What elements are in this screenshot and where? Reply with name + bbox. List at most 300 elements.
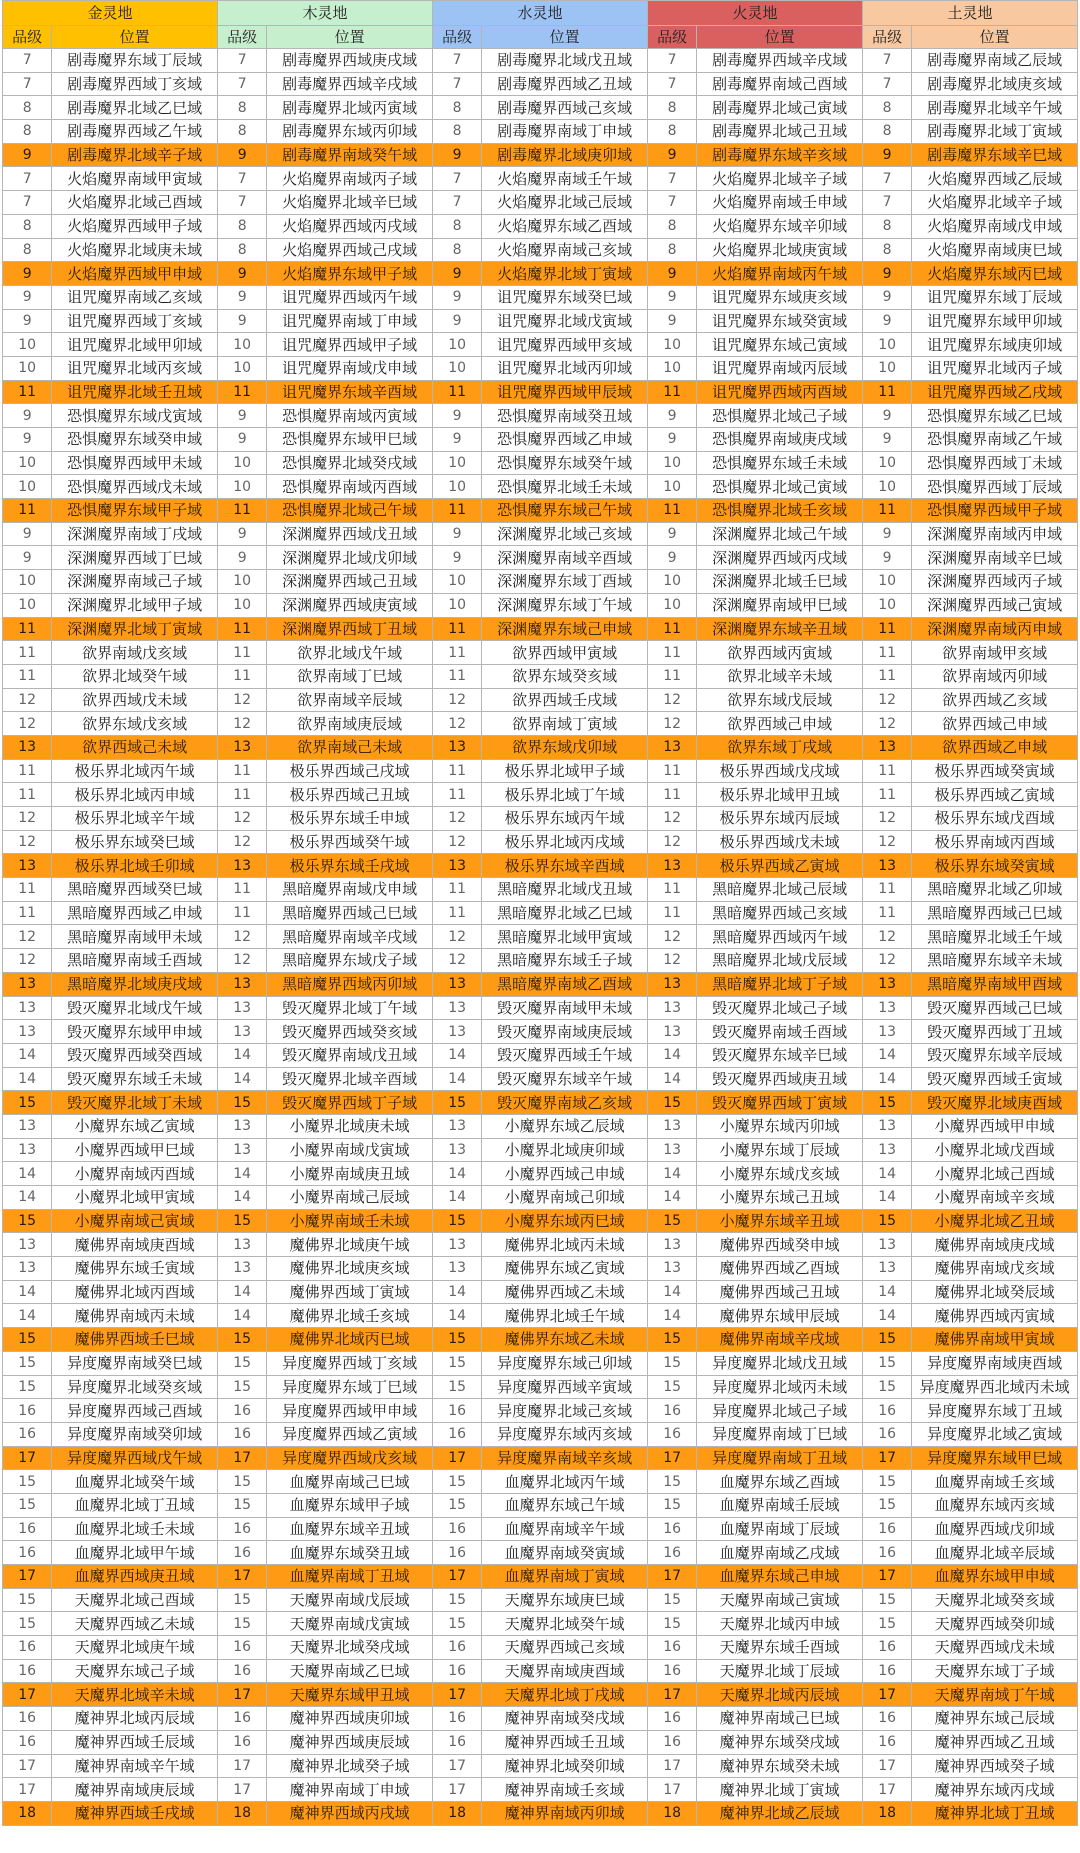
grade-cell: 16	[432, 1707, 481, 1731]
location-cell: 深渊魔界西域己寅域	[912, 593, 1078, 617]
grade-cell: 15	[432, 1209, 481, 1233]
location-cell: 剧毒魔界东域丁辰域	[52, 49, 218, 73]
table-body	[3, 49, 1078, 1826]
location-cell: 诅咒魔界东域庚亥域	[697, 285, 863, 309]
grade-cell: 17	[3, 1754, 52, 1778]
grade-cell: 10	[217, 570, 266, 594]
location-cell: 诅咒魔界东域癸巳域	[482, 285, 648, 309]
location-cell: 欲界北域癸午域	[52, 664, 218, 688]
table-row	[3, 214, 1078, 238]
location-cell: 魔佛界东域甲辰域	[697, 1304, 863, 1328]
grade-cell: 8	[432, 214, 481, 238]
grade-cell: 14	[862, 1186, 911, 1210]
location-cell: 魔神界西域庚卯域	[267, 1707, 433, 1731]
grade-cell: 10	[432, 451, 481, 475]
grade-cell: 15	[432, 1588, 481, 1612]
location-cell: 深渊魔界西域丙戌域	[697, 546, 863, 570]
location-cell: 火焰魔界北域辛巳域	[267, 191, 433, 215]
grade-cell: 12	[862, 830, 911, 854]
grade-cell: 17	[432, 1778, 481, 1802]
grade-cell: 7	[862, 72, 911, 96]
grade-cell: 12	[862, 925, 911, 949]
table-row	[3, 1351, 1078, 1375]
location-cell: 诅咒魔界北域甲卯域	[52, 333, 218, 357]
grade-cell: 16	[432, 1541, 481, 1565]
grade-cell: 16	[3, 1636, 52, 1660]
location-cell: 剧毒魔界西域乙午域	[52, 120, 218, 144]
grade-cell: 14	[3, 1186, 52, 1210]
location-cell: 魔佛界北域丙酉域	[52, 1280, 218, 1304]
location-cell: 深渊魔界西域己丑域	[267, 570, 433, 594]
grade-cell: 9	[217, 285, 266, 309]
grade-cell: 11	[647, 783, 696, 807]
grade-cell: 13	[3, 972, 52, 996]
grade-cell: 11	[647, 759, 696, 783]
grade-cell: 9	[3, 546, 52, 570]
location-cell: 欲界南域甲亥域	[912, 641, 1078, 665]
location-cell: 诅咒魔界西域乙戌域	[912, 380, 1078, 404]
grade-cell: 12	[647, 688, 696, 712]
grade-cell: 7	[432, 167, 481, 191]
grade-cell: 11	[432, 759, 481, 783]
location-cell: 欲界西域乙亥域	[912, 688, 1078, 712]
grade-cell: 14	[217, 1043, 266, 1067]
grade-cell: 16	[3, 1399, 52, 1423]
location-cell: 诅咒魔界东域己寅域	[697, 333, 863, 357]
grade-cell: 15	[862, 1588, 911, 1612]
location-cell: 恐惧魔界北域壬亥域	[697, 499, 863, 523]
grade-cell: 14	[862, 1067, 911, 1091]
location-cell: 毁灭魔界南域庚辰域	[482, 1020, 648, 1044]
group-header-metal: 金灵地	[3, 1, 218, 26]
location-cell: 剧毒魔界西域庚戌域	[267, 49, 433, 73]
location-cell: 火焰魔界西域甲申域	[52, 262, 218, 286]
grade-cell: 16	[647, 1517, 696, 1541]
grade-cell: 9	[862, 143, 911, 167]
location-cell: 天魔界西域戊未域	[912, 1636, 1078, 1660]
location-cell: 小魔界北域乙丑域	[912, 1209, 1078, 1233]
table-row	[3, 570, 1078, 594]
grade-cell: 15	[862, 1470, 911, 1494]
location-cell: 毁灭魔界南域壬酉域	[697, 1020, 863, 1044]
grade-cell: 10	[432, 333, 481, 357]
table-row	[3, 1020, 1078, 1044]
location-cell: 毁灭魔界南域甲未域	[482, 996, 648, 1020]
grade-cell: 13	[862, 1233, 911, 1257]
grade-cell: 9	[432, 546, 481, 570]
location-cell: 魔神界东域丙戌域	[912, 1778, 1078, 1802]
table-row	[3, 1399, 1078, 1423]
grade-cell: 13	[647, 1257, 696, 1281]
grade-cell: 7	[862, 191, 911, 215]
grade-cell: 13	[217, 854, 266, 878]
grade-cell: 16	[217, 1517, 266, 1541]
location-cell: 诅咒魔界西域丙午域	[267, 285, 433, 309]
grade-cell: 16	[647, 1659, 696, 1683]
grade-cell: 13	[647, 1233, 696, 1257]
location-cell: 毁灭魔界西域壬午域	[482, 1043, 648, 1067]
grade-cell: 13	[217, 1233, 266, 1257]
location-cell: 魔神界南域己巳域	[697, 1707, 863, 1731]
grade-cell: 16	[3, 1730, 52, 1754]
location-header: 位置	[912, 26, 1078, 49]
location-cell: 诅咒魔界东域甲卯域	[912, 309, 1078, 333]
grade-cell: 11	[3, 664, 52, 688]
location-cell: 毁灭魔界西域癸酉域	[52, 1043, 218, 1067]
location-cell: 魔佛界北域癸辰域	[912, 1280, 1078, 1304]
grade-cell: 14	[217, 1186, 266, 1210]
location-cell: 小魔界东域丙巳域	[482, 1209, 648, 1233]
grade-cell: 16	[217, 1636, 266, 1660]
location-cell: 天魔界东域己子域	[52, 1659, 218, 1683]
location-cell: 魔神界南域癸戌域	[482, 1707, 648, 1731]
grade-cell: 14	[432, 1043, 481, 1067]
location-cell: 血魔界东域乙酉域	[697, 1470, 863, 1494]
table-row	[3, 120, 1078, 144]
location-cell: 异度魔界北域己子域	[697, 1399, 863, 1423]
location-cell: 恐惧魔界西域丁未域	[912, 451, 1078, 475]
grade-cell: 11	[862, 783, 911, 807]
grade-cell: 17	[647, 1565, 696, 1589]
location-cell: 魔神界东域癸未域	[697, 1754, 863, 1778]
location-cell: 欲界东域丁戌域	[697, 735, 863, 759]
grade-cell: 17	[432, 1754, 481, 1778]
location-cell: 恐惧魔界北域癸戌域	[267, 451, 433, 475]
grade-cell: 13	[217, 1138, 266, 1162]
grade-cell: 12	[3, 949, 52, 973]
location-cell: 异度魔界北域乙寅域	[912, 1422, 1078, 1446]
location-cell: 深渊魔界北域壬巳域	[697, 570, 863, 594]
grade-cell: 13	[862, 854, 911, 878]
grade-cell: 15	[217, 1493, 266, 1517]
grade-cell: 11	[3, 901, 52, 925]
location-cell: 异度魔界东域己卯域	[482, 1351, 648, 1375]
table-row	[3, 1612, 1078, 1636]
table-row	[3, 901, 1078, 925]
location-cell: 欲界北域辛未域	[697, 664, 863, 688]
grade-cell: 11	[432, 641, 481, 665]
location-cell: 剧毒魔界东域辛亥域	[697, 143, 863, 167]
location-cell: 血魔界西域庚丑域	[52, 1565, 218, 1589]
location-cell: 黑暗魔界北域甲寅域	[482, 925, 648, 949]
location-cell: 极乐界东域戊酉域	[912, 807, 1078, 831]
location-cell: 剧毒魔界西域辛戌域	[267, 72, 433, 96]
grade-cell: 10	[432, 593, 481, 617]
grade-cell: 17	[217, 1446, 266, 1470]
location-cell: 天魔界西域乙未域	[52, 1612, 218, 1636]
table-row	[3, 735, 1078, 759]
location-cell: 极乐界北域丙戌域	[482, 830, 648, 854]
location-cell: 魔神界北域癸卯域	[482, 1754, 648, 1778]
grade-cell: 9	[862, 404, 911, 428]
grade-cell: 7	[647, 167, 696, 191]
location-cell: 黑暗魔界北域乙巳域	[482, 901, 648, 925]
grade-cell: 11	[217, 380, 266, 404]
location-cell: 血魔界北域辛辰域	[912, 1541, 1078, 1565]
grade-cell: 15	[647, 1351, 696, 1375]
location-cell: 剧毒魔界南域丁申域	[482, 120, 648, 144]
location-cell: 火焰魔界南域己亥域	[482, 238, 648, 262]
location-cell: 恐惧魔界西域乙申域	[482, 428, 648, 452]
location-cell: 魔佛界北域庚亥域	[267, 1257, 433, 1281]
grade-cell: 16	[432, 1517, 481, 1541]
location-cell: 剧毒魔界北域庚亥域	[912, 72, 1078, 96]
grade-cell: 18	[217, 1801, 266, 1825]
location-cell: 火焰魔界北域辛子域	[697, 167, 863, 191]
grade-cell: 16	[3, 1659, 52, 1683]
location-cell: 异度魔界西域辛寅域	[482, 1375, 648, 1399]
grade-cell: 11	[217, 641, 266, 665]
location-cell: 极乐界北域丁午域	[482, 783, 648, 807]
location-cell: 魔佛界西域乙未域	[482, 1280, 648, 1304]
location-cell: 魔神界西域癸子域	[912, 1754, 1078, 1778]
location-cell: 魔神界南域丙卯域	[482, 1801, 648, 1825]
location-cell: 魔佛界南域庚酉域	[52, 1233, 218, 1257]
location-cell: 极乐界西域己戌域	[267, 759, 433, 783]
table-row	[3, 1683, 1078, 1707]
location-cell: 小魔界北域庚未域	[267, 1114, 433, 1138]
grade-cell: 18	[432, 1801, 481, 1825]
grade-cell: 13	[647, 996, 696, 1020]
location-cell: 深渊魔界东域丁午域	[482, 593, 648, 617]
location-cell: 恐惧魔界东域甲巳域	[267, 428, 433, 452]
location-cell: 血魔界东域己申域	[697, 1565, 863, 1589]
location-cell: 黑暗魔界北域己辰域	[697, 878, 863, 902]
location-cell: 恐惧魔界东域壬未域	[697, 451, 863, 475]
location-cell: 诅咒魔界南域戊申域	[267, 356, 433, 380]
location-cell: 剧毒魔界南域乙辰域	[912, 49, 1078, 73]
location-cell: 毁灭魔界西域庚丑域	[697, 1067, 863, 1091]
location-cell: 恐惧魔界南域丙酉域	[267, 475, 433, 499]
grade-cell: 14	[647, 1304, 696, 1328]
table-row	[3, 854, 1078, 878]
grade-cell: 16	[3, 1422, 52, 1446]
grade-cell: 12	[217, 925, 266, 949]
location-cell: 极乐界东域壬戌域	[267, 854, 433, 878]
location-cell: 魔神界北域乙辰域	[697, 1801, 863, 1825]
location-cell: 深渊魔界南域丙申域	[912, 522, 1078, 546]
location-cell: 欲界东域癸亥域	[482, 664, 648, 688]
table-row	[3, 1730, 1078, 1754]
location-cell: 深渊魔界南域辛巳域	[912, 546, 1078, 570]
grade-cell: 9	[217, 404, 266, 428]
table-row	[3, 1778, 1078, 1802]
table-row	[3, 1114, 1078, 1138]
grade-cell: 14	[217, 1280, 266, 1304]
table-row	[3, 1186, 1078, 1210]
location-cell: 深渊魔界西域丁巳域	[52, 546, 218, 570]
location-cell: 小魔界东域乙辰域	[482, 1114, 648, 1138]
location-cell: 毁灭魔界东域辛巳域	[697, 1043, 863, 1067]
table-row	[3, 428, 1078, 452]
grade-cell: 11	[647, 664, 696, 688]
table-row	[3, 499, 1078, 523]
table-row	[3, 664, 1078, 688]
grade-cell: 11	[647, 499, 696, 523]
grade-cell: 8	[3, 120, 52, 144]
table-row	[3, 1754, 1078, 1778]
location-cell: 毁灭魔界北域辛酉域	[267, 1067, 433, 1091]
grade-cell: 9	[647, 262, 696, 286]
location-cell: 天魔界南域庚酉域	[482, 1659, 648, 1683]
location-cell: 极乐界东域辛酉域	[482, 854, 648, 878]
location-cell: 小魔界南域己辰域	[267, 1186, 433, 1210]
grade-cell: 11	[217, 664, 266, 688]
grade-cell: 12	[432, 688, 481, 712]
grade-cell: 13	[647, 972, 696, 996]
grade-cell: 14	[862, 1280, 911, 1304]
location-cell: 极乐界东域癸巳域	[52, 830, 218, 854]
grade-cell: 14	[862, 1162, 911, 1186]
location-cell: 黑暗魔界西域乙申域	[52, 901, 218, 925]
location-cell: 恐惧魔界东域戊寅域	[52, 404, 218, 428]
grade-cell: 17	[862, 1446, 911, 1470]
location-cell: 天魔界南域乙巳域	[267, 1659, 433, 1683]
grade-cell: 10	[862, 593, 911, 617]
location-cell: 诅咒魔界北域丙亥域	[52, 356, 218, 380]
grade-cell: 9	[647, 428, 696, 452]
grade-cell: 15	[432, 1091, 481, 1115]
table-row	[3, 262, 1078, 286]
grade-cell: 11	[217, 759, 266, 783]
grade-cell: 14	[432, 1186, 481, 1210]
location-cell: 血魔界西域戊卯域	[912, 1517, 1078, 1541]
grade-cell: 14	[432, 1280, 481, 1304]
table-row	[3, 96, 1078, 120]
location-cell: 火焰魔界南域戊申域	[912, 214, 1078, 238]
location-cell: 极乐界北域甲丑域	[697, 783, 863, 807]
grade-cell: 18	[3, 1801, 52, 1825]
grade-cell: 10	[3, 333, 52, 357]
location-cell: 诅咒魔界西域丁亥域	[52, 309, 218, 333]
location-cell: 魔佛界西域壬巳域	[52, 1328, 218, 1352]
grade-cell: 7	[432, 49, 481, 73]
location-cell: 恐惧魔界北域壬未域	[482, 475, 648, 499]
grade-cell: 13	[862, 1020, 911, 1044]
location-cell: 黑暗魔界北域壬午域	[912, 925, 1078, 949]
grade-cell: 14	[647, 1043, 696, 1067]
location-cell: 剧毒魔界北域己丑域	[697, 120, 863, 144]
location-cell: 黑暗魔界西域丙午域	[697, 925, 863, 949]
location-cell: 天魔界北域己酉域	[52, 1588, 218, 1612]
location-cell: 异度魔界北域己亥域	[482, 1399, 648, 1423]
location-cell: 魔神界东域癸戌域	[697, 1730, 863, 1754]
grade-cell: 11	[647, 878, 696, 902]
grade-cell: 10	[217, 593, 266, 617]
table-row	[3, 238, 1078, 262]
location-cell: 毁灭魔界东域辛午域	[482, 1067, 648, 1091]
grade-cell: 13	[217, 996, 266, 1020]
location-cell: 小魔界西域甲巳域	[52, 1138, 218, 1162]
grade-cell: 11	[647, 901, 696, 925]
grade-cell: 12	[217, 688, 266, 712]
location-cell: 天魔界北域辛未域	[52, 1683, 218, 1707]
location-cell: 毁灭魔界北域庚酉域	[912, 1091, 1078, 1115]
grade-cell: 13	[432, 1257, 481, 1281]
location-cell: 毁灭魔界东域辛辰域	[912, 1043, 1078, 1067]
location-cell: 血魔界东域癸丑域	[267, 1541, 433, 1565]
location-cell: 恐惧魔界东域癸申域	[52, 428, 218, 452]
grade-cell: 10	[647, 475, 696, 499]
location-cell: 火焰魔界西域乙辰域	[912, 167, 1078, 191]
location-cell: 剧毒魔界北域丁寅域	[912, 120, 1078, 144]
location-cell: 恐惧魔界东域乙巳域	[912, 404, 1078, 428]
location-cell: 黑暗魔界南域甲未域	[52, 925, 218, 949]
location-cell: 小魔界南域庚丑域	[267, 1162, 433, 1186]
grade-cell: 10	[3, 356, 52, 380]
location-cell: 欲界南域丁寅域	[482, 712, 648, 736]
location-cell: 毁灭魔界西域丁丑域	[912, 1020, 1078, 1044]
grade-cell: 11	[217, 901, 266, 925]
grade-cell: 14	[432, 1304, 481, 1328]
table-row	[3, 641, 1078, 665]
location-cell: 恐惧魔界南域庚戌域	[697, 428, 863, 452]
grade-cell: 13	[862, 972, 911, 996]
grade-cell: 13	[3, 1020, 52, 1044]
grade-cell: 8	[647, 96, 696, 120]
location-cell: 魔神界北域丙辰域	[52, 1707, 218, 1731]
grade-cell: 15	[3, 1328, 52, 1352]
grade-cell: 15	[217, 1612, 266, 1636]
grade-cell: 15	[647, 1470, 696, 1494]
grade-cell: 9	[647, 522, 696, 546]
location-cell: 火焰魔界西域己戌域	[267, 238, 433, 262]
location-cell: 火焰魔界北域庚寅域	[697, 238, 863, 262]
location-cell: 天魔界南域丁午域	[912, 1683, 1078, 1707]
location-cell: 毁灭魔界南域乙亥域	[482, 1091, 648, 1115]
location-cell: 诅咒魔界南域丁申域	[267, 309, 433, 333]
grade-cell: 9	[3, 309, 52, 333]
location-cell: 血魔界南域壬亥域	[912, 1470, 1078, 1494]
grade-cell: 10	[862, 475, 911, 499]
location-cell: 魔神界西域壬丑域	[482, 1730, 648, 1754]
location-cell: 黑暗魔界东域戊子域	[267, 949, 433, 973]
location-cell: 黑暗魔界南域乙酉域	[482, 972, 648, 996]
location-cell: 小魔界西域己申域	[482, 1162, 648, 1186]
location-cell: 火焰魔界西域丙戌域	[267, 214, 433, 238]
location-cell: 火焰魔界东域甲子域	[267, 262, 433, 286]
location-cell: 剧毒魔界北域丙寅域	[267, 96, 433, 120]
grade-cell: 7	[217, 49, 266, 73]
grade-cell: 14	[3, 1067, 52, 1091]
grade-cell: 16	[432, 1636, 481, 1660]
grade-header: 品级	[3, 26, 52, 49]
location-cell: 剧毒魔界西域乙丑域	[482, 72, 648, 96]
location-cell: 极乐界西域戊戌域	[697, 759, 863, 783]
grade-cell: 16	[3, 1707, 52, 1731]
location-cell: 欲界东域戊辰域	[697, 688, 863, 712]
location-cell: 天魔界东域甲丑域	[267, 1683, 433, 1707]
group-header-water: 水灵地	[432, 1, 647, 26]
location-cell: 血魔界南域壬辰域	[697, 1493, 863, 1517]
location-cell: 火焰魔界东域辛卯域	[697, 214, 863, 238]
grade-cell: 16	[3, 1541, 52, 1565]
location-cell: 黑暗魔界北域乙卯域	[912, 878, 1078, 902]
location-cell: 火焰魔界南域壬午域	[482, 167, 648, 191]
table-row	[3, 1565, 1078, 1589]
location-cell: 火焰魔界北域丁寅域	[482, 262, 648, 286]
location-cell: 魔佛界北域丙巳域	[267, 1328, 433, 1352]
grade-cell: 14	[217, 1304, 266, 1328]
grade-cell: 11	[3, 499, 52, 523]
location-cell: 深渊魔界南域丁戌域	[52, 522, 218, 546]
grade-cell: 15	[647, 1209, 696, 1233]
grade-cell: 14	[3, 1304, 52, 1328]
grade-cell: 14	[217, 1067, 266, 1091]
grade-cell: 18	[647, 1801, 696, 1825]
grade-cell: 7	[3, 49, 52, 73]
grade-cell: 11	[432, 664, 481, 688]
